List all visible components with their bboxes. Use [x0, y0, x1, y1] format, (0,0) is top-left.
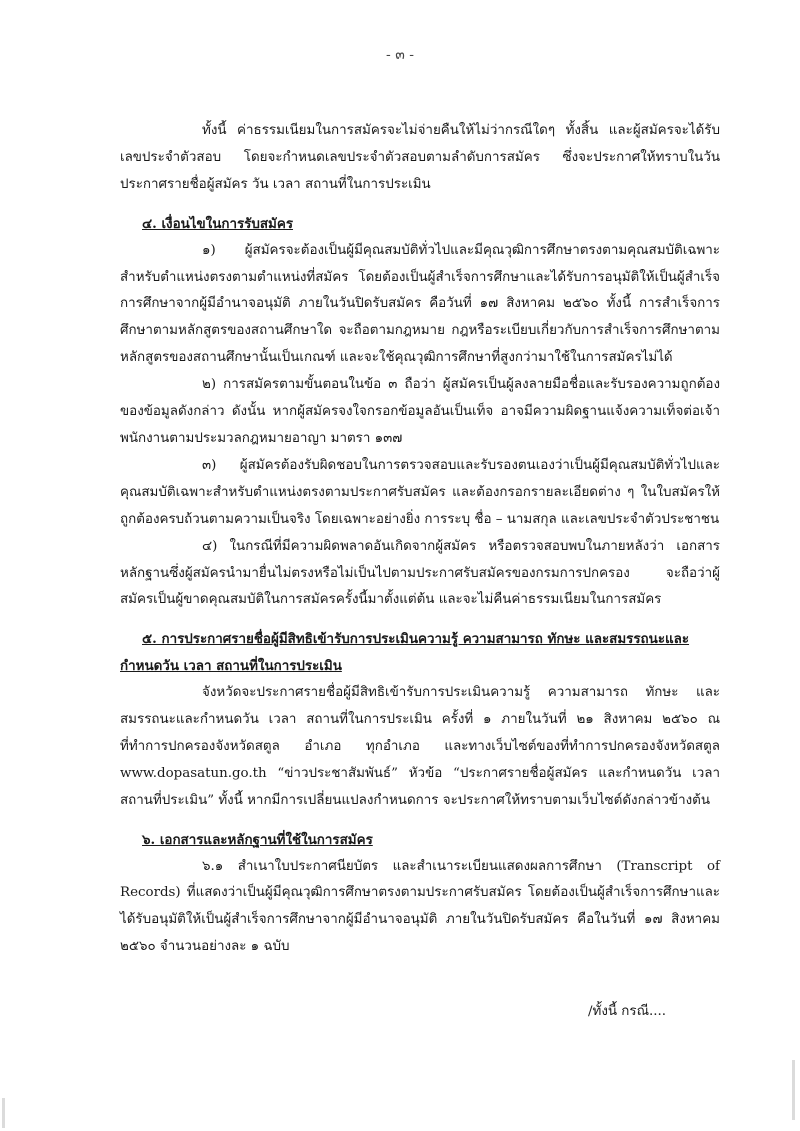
scan-artifact — [2, 1098, 5, 1128]
section-5-heading-continued: กำหนดวัน เวลา สถานที่ในการประเมิน — [120, 658, 342, 675]
section-4-item-4: ๔) ในกรณีที่มีความผิดพลาดอันเกิดจากผู้สมัคร หรือตรวจสอบพบในภายหลังว่า เอกสารหลักฐานซึ่งผู้สมัครนำมายื่นไม่ตรงหรือไม่เป็นไปตามประกาศรับสมัครของกรมการปกครอง จะถือว่าผู้สมัครเป็นผู้ขาดคุณสมบัติในการสมัครครั้งนี้มาตั้งแต่ต้น และจะไม่คืนค่าธรรมเนียมในการสมัคร — [120, 538, 720, 608]
section-4-item-3: ๓) ผู้สมัครต้องรับผิดชอบในการตรวจสอบและรับรองตนเองว่าเป็นผู้มีคุณสมบัติทั่วไปและคุณสมบัติเฉพาะสำหรับตำแหน่งตรงตามประกาศรับสมัคร และต้องกรอกรายละเอียดต่าง ๆ ในใบสมัครให้ถูกต้องครบถ้วนตามความเป็นจริง โดยเฉพาะอย่างยิ่ง การระบุ ชื่อ – นามสกุล และเลขประจำตัวประชาชน — [120, 457, 720, 527]
section-4-item-1: ๑) ผู้สมัครจะต้องเป็นผู้มีคุณสมบัติทั่วไปและมีคุณวุฒิการศึกษาตรงตามคุณสมบัติเฉพาะสำหรับตำแหน่งตรงตามตำแหน่งที่สมัคร โดยต้องเป็นผู้สำเร็จการศึกษาและได้รับการอนุมัติให้เป็นผู้สำเร็จการศึกษาจากผู้มีอำนาจอนุมัติ ภายในวันปิดรับสมัคร คือวันที่ ๑๗ สิงหาคม ๒๕๖๐ ทั้งนี้ การสำเร็จการศึกษาตามหลักสูตรของสถานศึกษาใด จะถือตามกฎหมาย กฎหรือระเบียบเกี่ยวกับการสำเร็จการศึกษาตามหลักสูตรของสถานศึกษานั้นเป็นเกณฑ์ และจะใช้คุณวุฒิการศึกษาที่สูงกว่ามาใช้ในการสมัครไม่ได้ — [120, 242, 720, 366]
section-5-heading: ๕. การประกาศรายชื่อผู้มีสิทธิเข้ารับการประเมินความรู้ ความสามารถ ทักษะ และสมรรถนะและ — [142, 631, 690, 648]
scan-artifact — [792, 1060, 795, 1120]
document-body — [120, 118, 720, 961]
section-6-item-1: ๖.๑ สำเนาใบประกาศนียบัตร และสำเนาระเบียนแสดงผลการศึกษา (Transcript of Records) ที่แสดงว่าเป็นผู้มีคุณวุฒิการศึกษาตรงตามประกาศรับสมัคร โดยต้องเป็นผู้สำเร็จการศึกษาและได้รับอนุมัติให้เป็นผู้สำเร็จการศึกษาจากผู้มีอำนาจอนุมัติ ภายในวันปิดรับสมัคร คือในวันที่ ๑๗ สิงหาคม ๒๕๖๐ จำนวนอย่างละ ๑ ฉบับ — [120, 858, 720, 955]
section-4-heading: ๔. เงื่อนไขในการรับสมัคร — [142, 215, 294, 232]
continuation-note: /ทั้งนี้ กรณี.... — [588, 1004, 667, 1019]
section-6-heading: ๖. เอกสารและหลักฐานที่ใช้ในการสมัคร — [142, 831, 373, 848]
page-number: - ๓ - — [386, 47, 414, 63]
intro-paragraph: ทั้งนี้ ค่าธรรมเนียมในการสมัครจะไม่จ่ายคืนให้ไม่ว่ากรณีใดๆ ทั้งสิ้น และผู้สมัครจะได้รับเลขประจำตัวสอบ โดยจะกำหนดเลขประจำตัวสอบตามลำดับการสมัคร ซึ่งจะประกาศให้ทราบในวันประกาศรายชื่อผู้สมัคร วัน เวลา สถานที่ในการประเมิน — [120, 123, 720, 192]
section-4-item-2: ๒) การสมัครตามขั้นตอนในข้อ ๓ ถือว่า ผู้สมัครเป็นผู้ลงลายมือชื่อและรับรองความถูกต้องของข้อมูลดังกล่าว ดังนั้น หากผู้สมัครจงใจกรอกข้อมูลอันเป็นเท็จ อาจมีความผิดฐานแจ้งความเท็จต่อเจ้าพนักงานตามประมวลกฎหมายอาญา มาตรา ๑๓๗ — [120, 377, 720, 446]
section-5-body: จังหวัดจะประกาศรายชื่อผู้มีสิทธิเข้ารับการประเมินความรู้ ความสามารถ ทักษะ และสมรรถนะและกำหนดวัน เวลา สถานที่ในการประเมิน ครั้งที่ ๑ ภายในวันที่ ๒๑ สิงหาคม ๒๕๖๐ ณ ที่ทำการปกครองจังหวัดสตูล อำเภอ ทุกอำเภอ และทางเว็บไซต์ของที่ทำการปกครองจังหวัดสตูล www.dopasatun.go.th “ข่าวประชาสัมพันธ์” หัวข้อ “ประกาศรายชื่อผู้สมัคร และกำหนดวัน เวลา สถานที่ประเมิน” ทั้งนี้ หากมีการเปลี่ยนแปลงกำหนดการ จะประกาศให้ทราบตามเว็บไซต์ดังกล่าวข้างต้น — [120, 685, 720, 808]
